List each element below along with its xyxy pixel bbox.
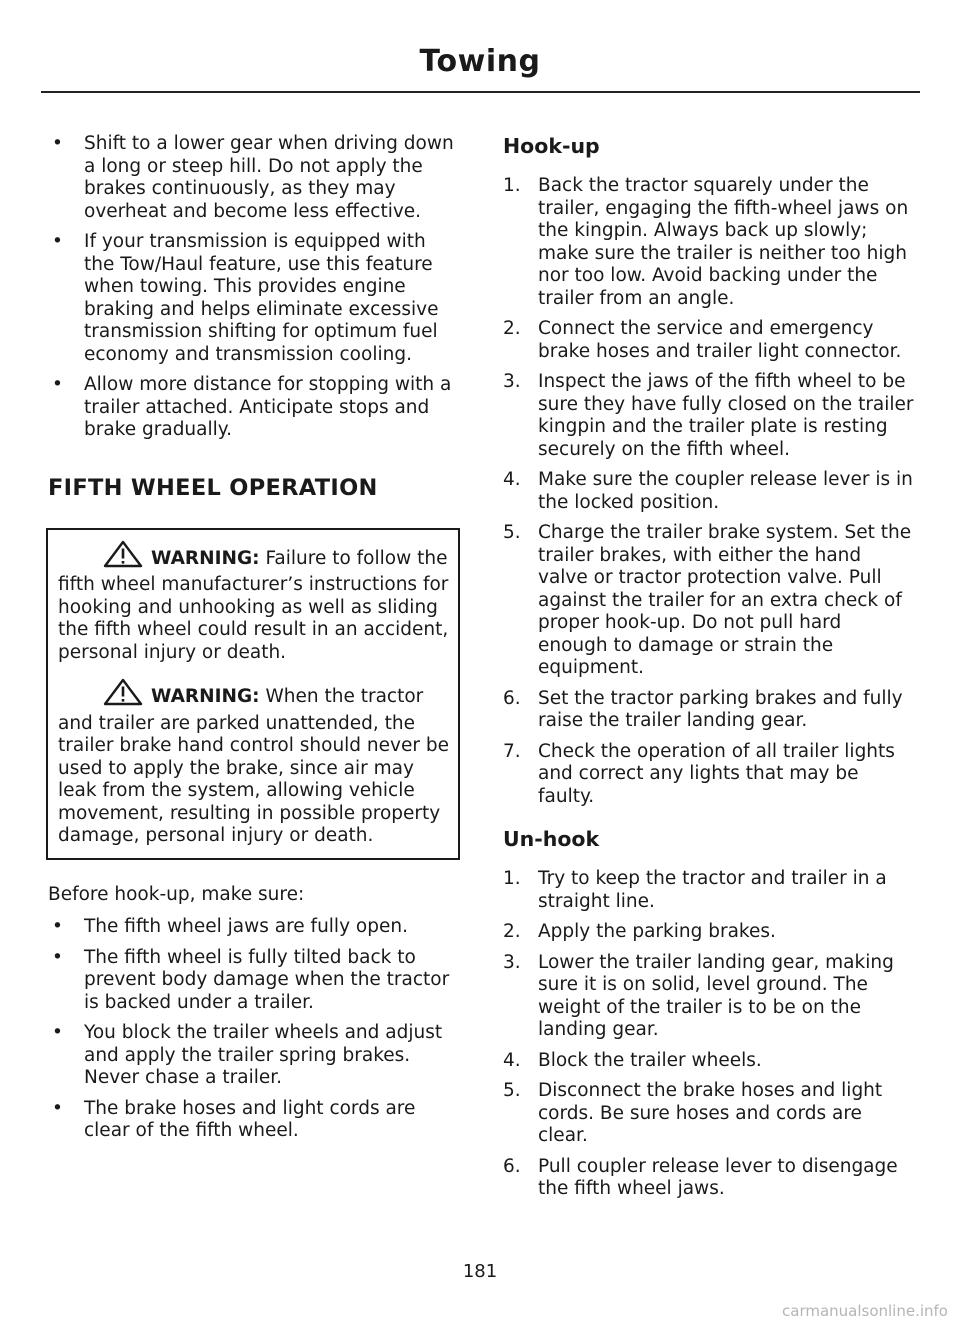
step-text: Connect the service and emergency brake hoses and trailer light connector. (538, 318, 902, 362)
step-text: Pull coupler release lever to disengage the fifth wheel jaws. (538, 1155, 898, 1199)
warning-label: WARNING: (151, 686, 260, 707)
list-item: • The fifth wheel is fully tilted back to prevent body damage when the tractor is backed under a trailer. (48, 947, 460, 1015)
step-text: Make sure the coupler release lever is in the locked position. (538, 469, 913, 513)
towing-tips-list (48, 133, 460, 442)
right-column (503, 133, 915, 1209)
page-title: Towing (419, 44, 541, 79)
list-item (503, 1080, 915, 1148)
warning-text: Failure to follow the fifth wheel manufacturer’s instructions for hooking and unhooking as well as sliding the fifth wheel could result in an accident, personal injury or death. (58, 547, 449, 663)
step-number: 2. (503, 318, 521, 339)
list-item (503, 175, 915, 310)
warning-triangle-icon (103, 540, 143, 575)
list-item: • The brake hoses and light cords are clear of the fifth wheel. (48, 1098, 460, 1143)
step-text: Charge the trailer brake system. Set the trailer brakes, with either the hand valve or tractor protection valve. Pull against the trailer for an extra check of proper hook-up. Do not pull hard enough to damage or strain the equipment. (538, 522, 912, 678)
left-column (48, 133, 460, 1151)
warning-paragraph (58, 540, 452, 665)
list-item: • If your transmission is equipped with the Tow/Haul feature, use this feature when towing. This provides engine braking and helps eliminate excessive transmission shifting for optimum fuel economy and transmission cooling. (48, 231, 460, 366)
step-text: Try to keep the tractor and trailer in a straight line. (538, 868, 887, 912)
list-item: • You block the trailer wheels and adjust and apply the trailer spring brakes. Never chase a trailer. (48, 1022, 460, 1090)
step-number: 4. (503, 1049, 521, 1071)
step-number: 3. (503, 951, 521, 973)
step-number: 6. (503, 1155, 521, 1177)
list-item (503, 868, 915, 913)
page-number: 181 (462, 1261, 498, 1282)
step-number: 3. (503, 371, 521, 392)
step-number: 1. (503, 175, 521, 196)
list-item (503, 741, 915, 809)
list-item (503, 371, 915, 461)
step-text: Apply the parking brakes. (538, 921, 776, 942)
list-item (503, 688, 915, 733)
step-number: 5. (503, 522, 521, 543)
warning-box (46, 528, 460, 860)
list-item (503, 921, 915, 944)
intro-text: Before hook-up, make sure: (48, 883, 305, 905)
step-text: Disconnect the brake hoses and light cords. Be sure hoses and cords are clear. (538, 1080, 883, 1146)
list-item: • Shift to a lower gear when driving down a long or steep hill. Do not apply the brakes continuously, as they may overheat and become less effective. (48, 133, 460, 223)
watermark: carmanualsonline.info (782, 1302, 948, 1320)
hookup-checklist (48, 916, 460, 1143)
list-item (503, 1156, 915, 1201)
unhook-heading: Un-hook (503, 827, 600, 851)
step-number: 4. (503, 469, 521, 490)
step-text: Lower the trailer landing gear, making sure it is on solid, level ground. The weight of the trailer is to be on the landing gear. (538, 951, 894, 1040)
step-text: Check the operation of all trailer lights and correct any lights that may be faulty. (538, 740, 895, 807)
warning-label: WARNING: (151, 547, 260, 569)
hookup-steps (503, 175, 915, 808)
step-number: 1. (503, 868, 521, 889)
step-number: 5. (503, 1080, 521, 1101)
step-text: Inspect the jaws of the fifth wheel to be sure they have fully closed on the trailer kingpin and the trailer plate is resting securely on the fifth wheel. (538, 371, 914, 460)
list-item (503, 469, 915, 514)
list-item (503, 522, 915, 680)
warning-paragraph (58, 678, 452, 848)
list-item (503, 952, 915, 1042)
step-text: Block the trailer wheels. (538, 1049, 762, 1071)
warning-triangle-icon (103, 678, 143, 713)
list-item: • Allow more distance for stopping with a trailer attached. Anticipate stops and brake gradually. (48, 374, 460, 442)
list-item (503, 318, 915, 363)
unhook-steps (503, 868, 915, 1201)
step-text: Back the tractor squarely under the trailer, engaging the fifth-wheel jaws on the kingpin. Always back up slowly; make sure the trailer is neither too high nor too low. Avoid backing under the trailer from an angle. (538, 175, 909, 309)
warning-text: When the tractor and trailer are parked unattended, the trailer brake hand control should never be used to apply the brake, since air may leak from the system, allowing vehicle movement, resulting in possible property damage, personal injury or death. (58, 686, 449, 846)
step-text: Set the tractor parking brakes and fully raise the trailer landing gear. (538, 687, 903, 731)
step-number: 2. (503, 921, 521, 942)
step-number: 7. (503, 740, 521, 762)
header-divider (41, 91, 920, 93)
step-number: 6. (503, 687, 521, 709)
section-heading: FIFTH WHEEL OPERATION (48, 474, 378, 501)
list-item: • The fifth wheel jaws are fully open. (48, 916, 460, 939)
hookup-heading: Hook-up (503, 134, 600, 158)
list-item (503, 1050, 915, 1073)
